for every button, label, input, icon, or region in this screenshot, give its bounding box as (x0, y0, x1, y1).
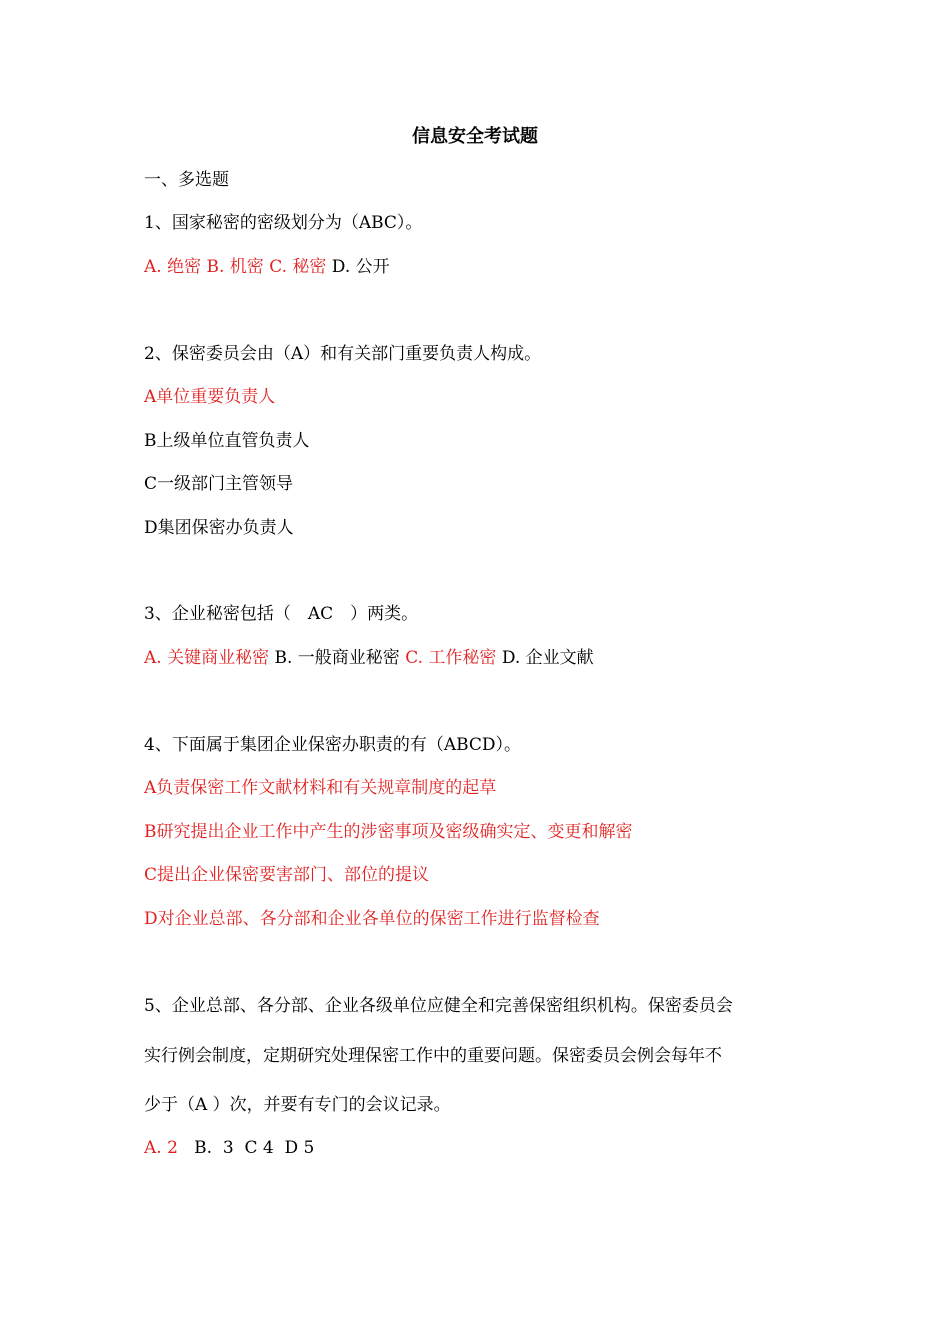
question-3-options (144, 647, 594, 669)
question-3-option-a: A. 关键商业秘密 (144, 648, 270, 668)
question-1-option-d: D. 公开 (326, 257, 390, 277)
question-3-option-d: D. 企业文献 (496, 648, 594, 668)
question-3-stem: 3、企业秘密包括（ AC ）两类。 (144, 604, 419, 624)
question-5-options (144, 1137, 314, 1159)
question-4-option-b: B研究提出企业工作中产生的涉密事项及密级确实定、变更和解密 (144, 822, 633, 842)
question-1-correct-options: A. 绝密 B. 机密 C. 秘密 (144, 257, 327, 277)
question-2-option-b: B上级单位直管负责人 (144, 431, 310, 451)
question-4-stem: 4、下面属于集团企业保密办职责的有（ABCD）。 (144, 735, 522, 755)
section-heading: 一、多选题 (144, 170, 229, 190)
question-4-option-c: C提出企业保密要害部门、部位的提议 (144, 865, 430, 885)
question-5-other-options: B. 3 C 4 D 5 (177, 1138, 315, 1158)
question-4-option-a: A负责保密工作文献材料和有关规章制度的起草 (144, 778, 497, 798)
question-2-stem: 2、保密委员会由（A）和有关部门重要负责人构成。 (144, 344, 542, 364)
question-5-option-a: A. 2 (144, 1138, 178, 1158)
question-1-stem: 1、国家秘密的密级划分为（ABC）。 (144, 213, 423, 233)
question-2-option-c: C一级部门主管领导 (144, 474, 294, 494)
question-3-option-b: B. 一般商业秘密 (269, 648, 406, 668)
question-5-stem-line-3: 少于（A ）次，并要有专门的会议记录。 (144, 1095, 451, 1115)
question-3-option-c: C. 工作秘密 (405, 648, 497, 668)
question-2-option-a: A单位重要负责人 (144, 387, 276, 407)
question-1-options (144, 256, 390, 278)
question-5-stem-line-2: 实行例会制度，定期研究处理保密工作中的重要问题。保密委员会例会每年不 (144, 1046, 722, 1066)
question-5-stem-line-1: 5、企业总部、各分部、企业各级单位应健全和完善保密组织机构。保密委员会 (144, 996, 733, 1016)
question-4-option-d: D对企业总部、各分部和企业各单位的保密工作进行监督检查 (144, 909, 600, 929)
page-title: 信息安全考试题 (412, 126, 538, 147)
question-2-option-d: D集团保密办负责人 (144, 518, 294, 538)
